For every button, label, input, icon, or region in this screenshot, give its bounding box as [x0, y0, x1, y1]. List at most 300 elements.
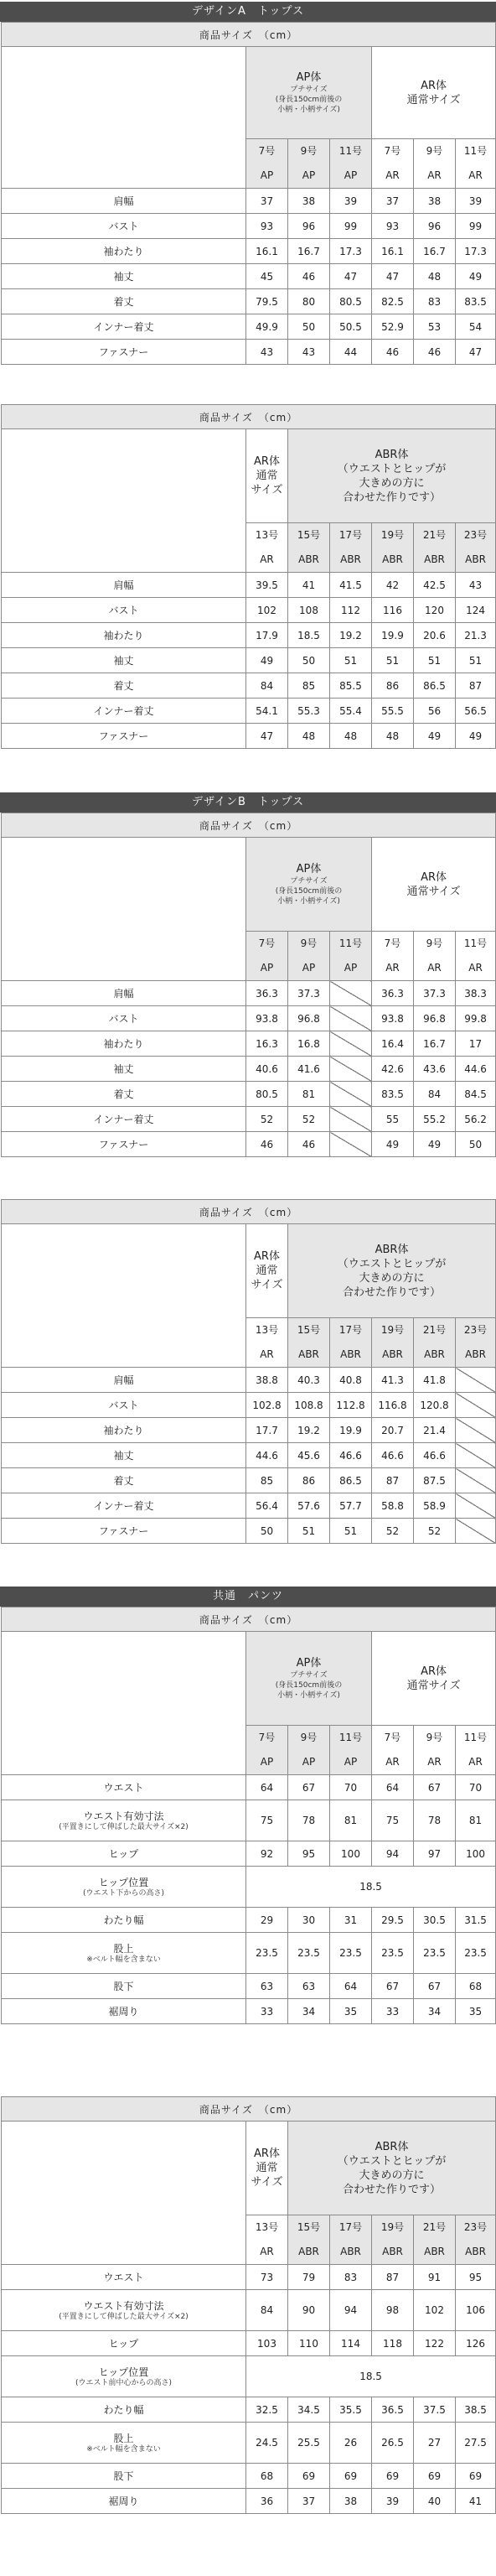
section-title: デザインA トップス [0, 2, 496, 22]
table-caption: 商品サイズ （cm） [2, 23, 496, 47]
table-row [2, 1933, 496, 1974]
value-cell: 63 [288, 1974, 330, 1999]
value-cell: 30 [288, 1908, 330, 1933]
value-cell: 51 [414, 648, 456, 673]
size-type: AR [468, 1756, 483, 1768]
row-label: 肩幅 [2, 1368, 246, 1393]
size-type: ABR [424, 2246, 445, 2257]
size-label [414, 932, 456, 981]
abr-title: 大きめの方に [359, 1271, 425, 1285]
value-cell: 46 [288, 264, 330, 289]
value-cell: 85 [288, 673, 330, 699]
value-cell: 52 [246, 1107, 288, 1132]
size-type: ABR [298, 2246, 319, 2257]
value-cell: 126 [456, 2331, 496, 2356]
value-cell: 52 [288, 1107, 330, 1132]
table-row [2, 2464, 496, 2489]
size-number: 11号 [338, 1732, 363, 1743]
table-row [2, 1999, 496, 2024]
size-number: 17号 [338, 1324, 363, 1336]
row-label-text: ヒップ位置 [98, 2366, 149, 2378]
value-cell: 54.1 [246, 699, 288, 724]
value-cell: 99 [456, 214, 496, 239]
row-label: 袖丈 [2, 1057, 246, 1082]
value-cell: 46.6 [330, 1443, 372, 1468]
value-cell: 17.3 [330, 239, 372, 264]
size-type: AP [302, 169, 316, 181]
value-cell: 51 [330, 648, 372, 673]
size-number: 11号 [463, 145, 488, 157]
empty-cell [456, 1519, 496, 1544]
value-cell: 69 [414, 2464, 456, 2489]
row-label: 肩幅 [2, 573, 246, 598]
value-cell: 43 [246, 340, 288, 365]
table-row [2, 1107, 496, 1132]
empty-cell [330, 1132, 372, 1157]
value-cell: 96.8 [414, 1006, 456, 1031]
size-label [414, 2215, 456, 2265]
value-cell: 48 [372, 724, 414, 749]
value-cell: 47 [330, 264, 372, 289]
ar-title: サイズ [251, 484, 283, 496]
ar-size-header [372, 47, 496, 139]
size-type: ABR [465, 553, 486, 565]
header-blank [2, 47, 246, 189]
section-title: 共通 パンツ [0, 1587, 496, 1607]
table-row [2, 189, 496, 214]
value-cell: 16.1 [246, 239, 288, 264]
ar-title: AR体 [421, 1665, 447, 1678]
value-cell: 46 [288, 1132, 330, 1157]
size-label [246, 1726, 288, 1775]
ap-sub: 小柄・小柄サイズ) [277, 897, 340, 906]
size-label [246, 2215, 288, 2265]
row-label: ヒップ [2, 1841, 246, 1867]
value-cell: 16.8 [288, 1031, 330, 1057]
size-type: ABR [382, 553, 403, 565]
size-type: ABR [298, 553, 319, 565]
table-row [2, 1006, 496, 1031]
size-label [330, 932, 372, 981]
row-label [2, 1933, 246, 1974]
size-number: 9号 [300, 145, 318, 157]
value-cell: 102.8 [246, 1393, 288, 1418]
size-number: 9号 [426, 937, 443, 949]
abr-title: （ウエストとヒップが [337, 1257, 447, 1270]
size-type: ABR [382, 1348, 403, 1360]
size-number: 15号 [297, 2221, 321, 2233]
ar-title: AR体 [254, 2148, 280, 2160]
value-cell: 116.8 [372, 1393, 414, 1418]
value-cell: 42 [372, 573, 414, 598]
size-type: ABR [340, 1348, 361, 1360]
ap-size-header [246, 838, 372, 932]
ar-title: AR体 [421, 870, 447, 884]
value-cell: 44.6 [456, 1057, 496, 1082]
size-label [372, 523, 414, 573]
value-cell: 53 [414, 314, 456, 340]
value-cell: 108 [288, 598, 330, 623]
value-cell: 106 [456, 2290, 496, 2331]
value-cell: 80.5 [246, 1082, 288, 1107]
size-number: 19号 [380, 1324, 405, 1336]
row-label: ウエスト [2, 1775, 246, 1800]
row-label: バスト [2, 1006, 246, 1031]
row-note: (ウエスト下からの高さ) [82, 1889, 165, 1898]
value-cell: 49 [456, 724, 496, 749]
size-label [456, 2215, 496, 2265]
section-pants [0, 1587, 496, 2024]
row-label: 袖わたり [2, 623, 246, 648]
value-cell: 48 [330, 724, 372, 749]
value-cell: 37 [372, 189, 414, 214]
header-blank [2, 1632, 246, 1775]
value-cell: 58.8 [372, 1493, 414, 1519]
value-cell: 39.5 [246, 573, 288, 598]
size-number: 7号 [384, 1732, 401, 1743]
row-label: ファスナー [2, 1132, 246, 1157]
row-note: (平置きにして伸ばした最大サイズ×2) [59, 1823, 189, 1831]
ap-sub: (身長150cm前後の [275, 96, 343, 104]
size-type: ABR [340, 553, 361, 565]
empty-cell [456, 1393, 496, 1418]
value-cell: 44 [330, 340, 372, 365]
empty-cell [330, 1057, 372, 1082]
row-label: ウエスト [2, 2265, 246, 2290]
value-cell: 55.4 [330, 699, 372, 724]
size-label [246, 523, 288, 573]
abr-title: 合わせた作りです） [343, 1285, 442, 1299]
empty-cell [456, 1443, 496, 1468]
size-label [288, 523, 330, 573]
table-row [2, 1775, 496, 1800]
value-cell: 23.5 [372, 1933, 414, 1974]
value-cell: 70 [330, 1775, 372, 1800]
size-label [456, 932, 496, 981]
row-label-text: 股上 [113, 1943, 134, 1955]
value-cell: 43.6 [414, 1057, 456, 1082]
value-cell: 100 [330, 1841, 372, 1867]
table-row [2, 623, 496, 648]
size-label [288, 2215, 330, 2265]
size-number: 23号 [463, 1324, 488, 1336]
row-label-text: 股上 [113, 2433, 134, 2444]
value-cell: 56.4 [246, 1493, 288, 1519]
table-row [2, 1519, 496, 1544]
table-row [2, 264, 496, 289]
table-row [2, 1057, 496, 1082]
value-cell: 49.9 [246, 314, 288, 340]
size-label [372, 1726, 414, 1775]
size-type: AR [385, 1756, 400, 1768]
value-cell: 55.3 [288, 699, 330, 724]
size-table-a-abr [1, 404, 496, 749]
value-cell: 18.5 [246, 1867, 496, 1908]
value-cell: 18.5 [246, 2356, 496, 2397]
row-label: 着丈 [2, 1468, 246, 1493]
value-cell: 33 [372, 1999, 414, 2024]
size-type: AP [344, 962, 358, 974]
table-row [2, 1468, 496, 1493]
size-number: 17号 [338, 2221, 363, 2233]
value-cell: 16.3 [246, 1031, 288, 1057]
value-cell: 112 [330, 598, 372, 623]
section-title: デザインB トップス [0, 792, 496, 813]
value-cell: 87 [372, 2265, 414, 2290]
value-cell: 47 [372, 264, 414, 289]
table-row [2, 214, 496, 239]
value-cell: 49 [456, 264, 496, 289]
ap-sub: プチサイズ [290, 86, 328, 94]
value-cell: 41.8 [414, 1368, 456, 1393]
value-cell: 52 [414, 1519, 456, 1544]
ar-size-header [246, 2122, 288, 2215]
value-cell: 124 [456, 598, 496, 623]
table-row [2, 1908, 496, 1933]
value-cell: 27.5 [456, 2423, 496, 2464]
size-number: 13号 [255, 1324, 279, 1336]
abr-title: 大きめの方に [359, 2168, 425, 2182]
size-number: 7号 [384, 937, 401, 949]
value-cell: 17.7 [246, 1418, 288, 1443]
value-cell: 51 [330, 1519, 372, 1544]
row-label: インナー着丈 [2, 314, 246, 340]
size-type: AR [427, 169, 442, 181]
row-label [2, 2356, 246, 2397]
value-cell: 37.3 [288, 981, 330, 1006]
ar-size-header [246, 1224, 288, 1318]
value-cell: 93.8 [246, 1006, 288, 1031]
value-cell: 46 [246, 1132, 288, 1157]
ap-sub: 小柄・小柄サイズ) [277, 1691, 340, 1700]
value-cell: 79 [288, 2265, 330, 2290]
value-cell: 36.5 [372, 2397, 414, 2423]
size-label [456, 523, 496, 573]
table-row [2, 2290, 496, 2331]
value-cell: 93 [246, 214, 288, 239]
abr-title: 大きめの方に [359, 476, 425, 490]
table-row [2, 1132, 496, 1157]
size-number: 11号 [463, 1732, 488, 1743]
row-label: ファスナー [2, 724, 246, 749]
size-label [414, 139, 456, 189]
value-cell: 45.6 [288, 1443, 330, 1468]
value-cell: 43 [288, 340, 330, 365]
value-cell: 50 [456, 1132, 496, 1157]
value-cell: 120 [414, 598, 456, 623]
size-type: AP [260, 962, 274, 974]
value-cell: 42.5 [414, 573, 456, 598]
size-number: 15号 [297, 529, 321, 541]
row-label: 袖わたり [2, 1418, 246, 1443]
size-number: 21号 [422, 2221, 447, 2233]
value-cell: 38 [414, 189, 456, 214]
size-label [414, 523, 456, 573]
empty-cell [456, 1418, 496, 1443]
value-cell: 42.6 [372, 1057, 414, 1082]
row-label: 袖わたり [2, 239, 246, 264]
value-cell: 102 [246, 598, 288, 623]
value-cell: 23.5 [414, 1933, 456, 1974]
row-label: ファスナー [2, 340, 246, 365]
value-cell: 37.5 [414, 2397, 456, 2423]
section-design-a [0, 2, 496, 365]
value-cell: 68 [456, 1974, 496, 1999]
row-label: 肩幅 [2, 189, 246, 214]
value-cell: 37 [246, 189, 288, 214]
value-cell: 67 [372, 1974, 414, 1999]
value-cell: 35 [456, 1999, 496, 2024]
table-row [2, 1867, 496, 1908]
abr-size-header [288, 1224, 496, 1318]
value-cell: 98 [372, 2290, 414, 2331]
value-cell: 99.8 [456, 1006, 496, 1031]
size-label [288, 932, 330, 981]
value-cell: 30.5 [414, 1908, 456, 1933]
value-cell: 21.3 [456, 623, 496, 648]
table-row [2, 340, 496, 365]
ap-sub: 小柄・小柄サイズ) [277, 106, 340, 114]
value-cell: 32.5 [246, 2397, 288, 2423]
row-note: ※ベルト幅を含まない [86, 1955, 161, 1964]
value-cell: 49 [414, 1132, 456, 1157]
size-number: 9号 [300, 1732, 318, 1743]
size-type: ABR [298, 1348, 319, 1360]
row-label: 袖丈 [2, 1443, 246, 1468]
value-cell: 84 [246, 673, 288, 699]
value-cell: 75 [246, 1800, 288, 1841]
value-cell: 67 [288, 1775, 330, 1800]
value-cell: 82.5 [372, 289, 414, 314]
value-cell: 33 [246, 1999, 288, 2024]
size-label [246, 1318, 288, 1368]
value-cell: 23.5 [456, 1933, 496, 1974]
size-number: 7号 [258, 937, 276, 949]
value-cell: 16.4 [372, 1031, 414, 1057]
value-cell: 81 [288, 1082, 330, 1107]
abr-title: ABR体 [375, 448, 409, 461]
row-label: インナー着丈 [2, 699, 246, 724]
size-label [456, 1318, 496, 1368]
row-label: 袖わたり [2, 1031, 246, 1057]
table-row [2, 1443, 496, 1468]
table-row [2, 1841, 496, 1867]
value-cell: 40.6 [246, 1057, 288, 1082]
row-note: ※ベルト幅を含まない [86, 2445, 161, 2454]
value-cell: 55 [372, 1107, 414, 1132]
value-cell: 40 [414, 2489, 456, 2514]
value-cell: 23.5 [246, 1933, 288, 1974]
value-cell: 114 [330, 2331, 372, 2356]
size-label [456, 139, 496, 189]
value-cell: 79.5 [246, 289, 288, 314]
value-cell: 19.9 [372, 623, 414, 648]
empty-cell [330, 1107, 372, 1132]
value-cell: 39 [456, 189, 496, 214]
row-label: ヒップ [2, 2331, 246, 2356]
value-cell: 38 [330, 2489, 372, 2514]
value-cell: 120.8 [414, 1393, 456, 1418]
value-cell: 83.5 [372, 1082, 414, 1107]
value-cell: 93 [372, 214, 414, 239]
value-cell: 20.6 [414, 623, 456, 648]
value-cell: 96 [414, 214, 456, 239]
ar-title: 通常 [256, 1265, 278, 1277]
ar-title: AR体 [254, 1250, 280, 1263]
value-cell: 17 [456, 1031, 496, 1057]
size-label [330, 1726, 372, 1775]
table-row [2, 699, 496, 724]
row-note: (平置きにして伸ばした最大サイズ×2) [59, 2313, 189, 2321]
table-row [2, 2423, 496, 2464]
header-blank [2, 2122, 246, 2265]
size-type: AR [385, 169, 400, 181]
abr-title: ABR体 [375, 1243, 409, 1256]
value-cell: 57.6 [288, 1493, 330, 1519]
size-type: ABR [424, 1348, 445, 1360]
size-label [246, 139, 288, 189]
row-label: 肩幅 [2, 981, 246, 1006]
table-row [2, 1393, 496, 1418]
size-number: 9号 [426, 145, 443, 157]
size-table-b-abr [1, 1199, 496, 1544]
value-cell: 70 [456, 1775, 496, 1800]
value-cell: 16.7 [414, 1031, 456, 1057]
size-number: 19号 [380, 529, 405, 541]
size-label [372, 1318, 414, 1368]
value-cell: 56.2 [456, 1107, 496, 1132]
ap-title: AP体 [296, 863, 322, 875]
section-pants-abr [0, 2096, 496, 2514]
value-cell: 97 [414, 1841, 456, 1867]
value-cell: 39 [330, 189, 372, 214]
ar-title: サイズ [251, 2176, 283, 2189]
table-row [2, 573, 496, 598]
size-type: AP [302, 1756, 316, 1768]
value-cell: 19.9 [330, 1418, 372, 1443]
value-cell: 87 [372, 1468, 414, 1493]
value-cell: 103 [246, 2331, 288, 2356]
table-row [2, 673, 496, 699]
value-cell: 29 [246, 1908, 288, 1933]
table-row [2, 2265, 496, 2290]
size-type: ABR [382, 2246, 403, 2257]
value-cell: 26.5 [372, 2423, 414, 2464]
ap-title: AP体 [296, 1657, 322, 1670]
value-cell: 95 [456, 2265, 496, 2290]
table-caption: 商品サイズ （cm） [2, 405, 496, 429]
size-number: 19号 [380, 2221, 405, 2233]
value-cell: 50 [288, 314, 330, 340]
row-label: 裾周り [2, 2489, 246, 2514]
section-design-a-abr [0, 404, 496, 749]
row-label: 股下 [2, 2464, 246, 2489]
section-design-b [0, 792, 496, 1157]
table-row [2, 1493, 496, 1519]
value-cell: 23.5 [330, 1933, 372, 1974]
value-cell: 57.7 [330, 1493, 372, 1519]
abr-size-header [288, 2122, 496, 2215]
table-row [2, 2331, 496, 2356]
header-blank [2, 1224, 246, 1368]
size-table-b-ap-ar [1, 813, 496, 1157]
size-type: ABR [340, 2246, 361, 2257]
value-cell: 50.5 [330, 314, 372, 340]
value-cell: 46 [372, 340, 414, 365]
size-label [330, 523, 372, 573]
value-cell: 85.5 [330, 673, 372, 699]
value-cell: 19.2 [330, 623, 372, 648]
